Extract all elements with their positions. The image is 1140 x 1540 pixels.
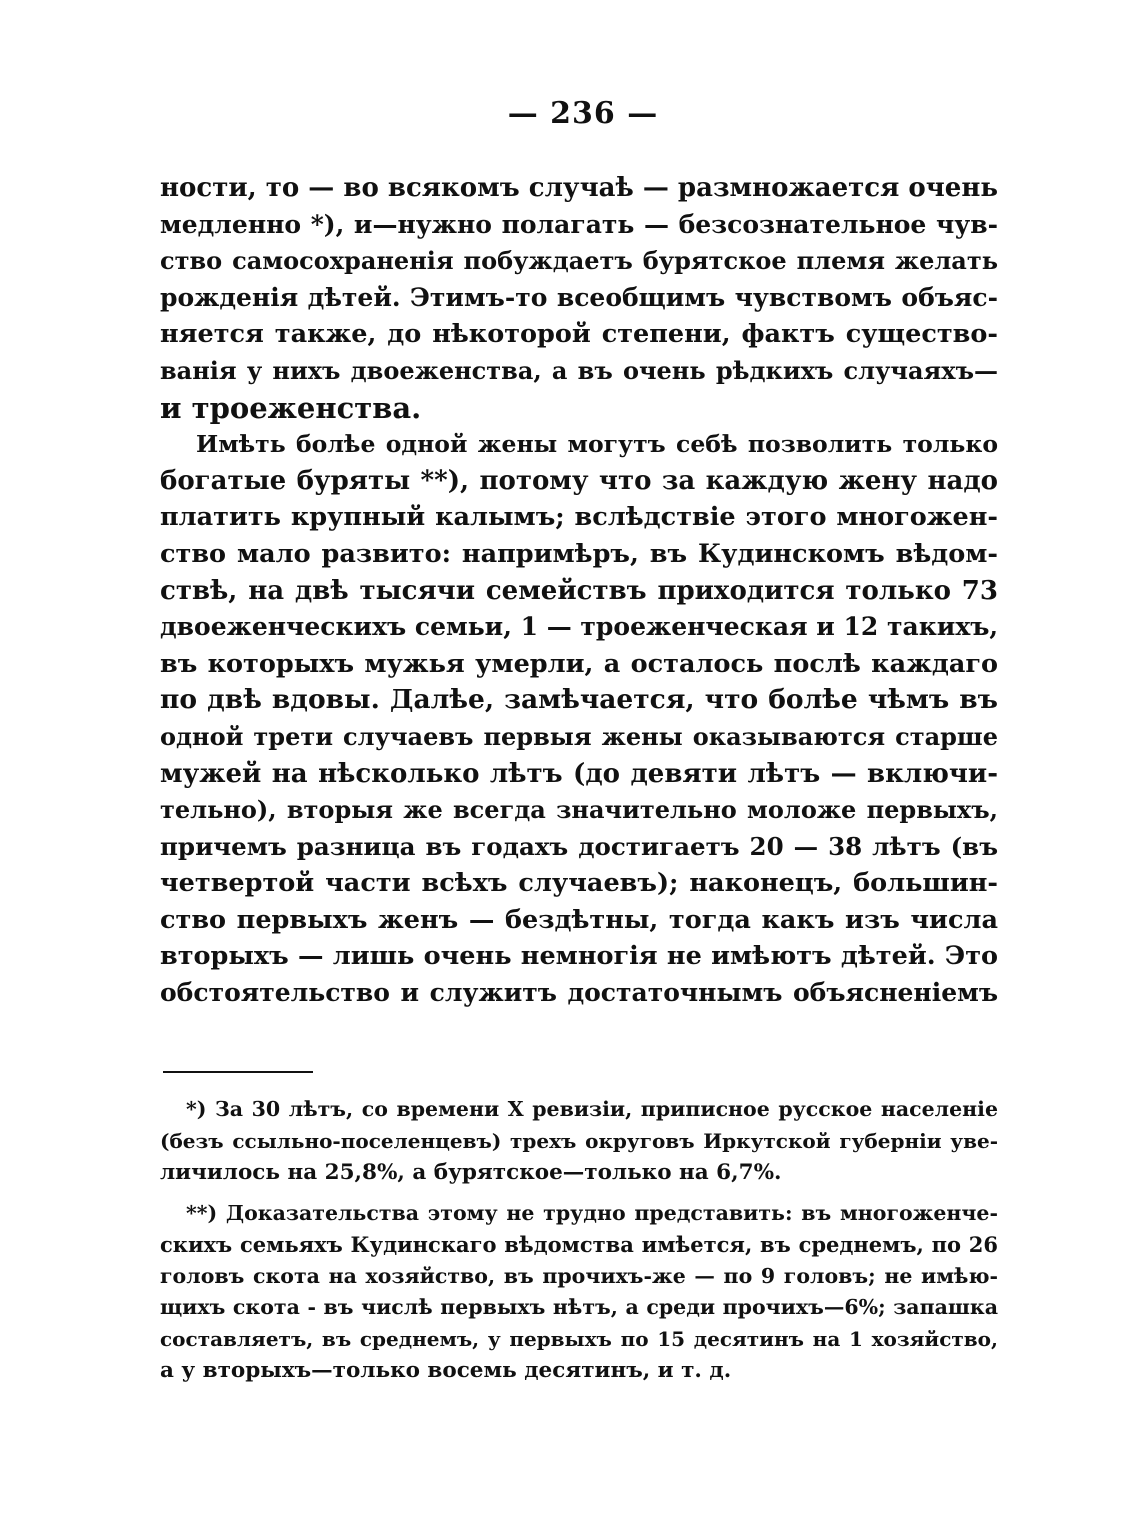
text-line: четвертой части всѣхъ случаевъ); наконецъ, большин- <box>160 868 998 899</box>
footnotes <box>160 1094 998 1387</box>
text-line: Имѣть болѣе одной жены могутъ себѣ позволить только <box>196 430 998 459</box>
text-line: причемъ разница въ годахъ достигаетъ 20 — 38 лѣтъ (въ <box>160 831 998 861</box>
text-line: ство самосохраненія побуждаетъ бурятское племя желать <box>160 246 998 276</box>
footnote-1-line: (безъ ссыльно-поселенцевъ) трехъ округовъ Иркутской губерніи уве- <box>160 1128 998 1153</box>
footnote-2-line: щихъ скота - въ числѣ первыхъ нѣтъ, а среди прочихъ—6%; запашка <box>160 1295 998 1319</box>
text-line: по двѣ вдовы. Далѣе, замѣчается, что болѣе чѣмъ въ <box>160 684 998 716</box>
footnote-2-line: головъ скота на хозяйство, въ прочихъ-же — по 9 головъ; не имѣю- <box>160 1263 998 1288</box>
footnote-2-line: а у вторыхъ—только восемь десятинъ, и т. д. <box>160 1358 732 1383</box>
text-line: въ которыхъ мужья умерли, а осталось послѣ каждаго <box>160 648 998 679</box>
text-line: рожденія дѣтей. Этимъ-то всеобщимъ чувствомъ объяс- <box>160 282 998 312</box>
page-number: — 236 — <box>507 96 659 131</box>
text-line: богатые буряты **), потому что за каждую жену надо <box>160 465 998 496</box>
footnote-2-line: **) Доказательства этому не трудно представить: въ многоженче- <box>186 1200 998 1225</box>
text-line: и троеженства. <box>160 390 422 425</box>
footnote-1-line: *) За 30 лѣтъ, со времени X ревизіи, приписное русское населеніе <box>186 1097 998 1121</box>
footnote-2-line: скихъ семьяхъ Кудинскаго вѣдомства имѣется, въ среднемъ, по 26 <box>160 1232 998 1257</box>
text-line: двоеженческихъ семьи, 1 — троеженческая и 12 такихъ, <box>160 612 999 642</box>
text-line: ванія у нихъ двоеженства, а въ очень рѣдкихъ случаяхъ— <box>160 355 998 385</box>
footnote-gap <box>160 1189 998 1198</box>
text-line: мужей на нѣсколько лѣтъ (до девяти лѣтъ — включи- <box>160 758 998 789</box>
footnote-2-line: составляетъ, въ среднемъ, у первыхъ по 15 десятинъ на 1 хозяйство, <box>160 1326 998 1351</box>
text-line: тельно), вторыя же всегда значительно моложе первыхъ, <box>160 795 998 825</box>
body-text <box>160 170 998 1012</box>
text-line: вторыхъ — лишь очень немногія не имѣютъ дѣтей. Это <box>160 941 998 972</box>
text-line: платить крупный калымъ; вслѣдствіе этого многожен- <box>160 502 998 533</box>
text-line: ствѣ, на двѣ тысячи семействъ приходится только 73 <box>160 575 998 606</box>
text-line: ство мало развито: напримѣръ, въ Кудинскомъ вѣдом- <box>160 538 998 569</box>
text-line: ство первыхъ женъ — бездѣтны, тогда какъ изъ числа <box>160 904 998 935</box>
text-line: ности, то — во всякомъ случаѣ — размножается очень <box>160 173 998 203</box>
footnote-1-line: личилось на 25,8%, а бурятское—только на 6,7%. <box>160 1160 782 1185</box>
footnote-separator <box>163 1071 313 1073</box>
text-line: одной трети случаевъ первыя жены оказываются старше <box>160 721 998 751</box>
text-line: обстоятельство и служитъ достаточнымъ объясненіемъ <box>160 978 998 1008</box>
text-line: няется также, до нѣкоторой степени, фактъ существо- <box>160 319 998 350</box>
text-line: медленно *), и—нужно полагать — безсознательное чув- <box>160 209 998 239</box>
